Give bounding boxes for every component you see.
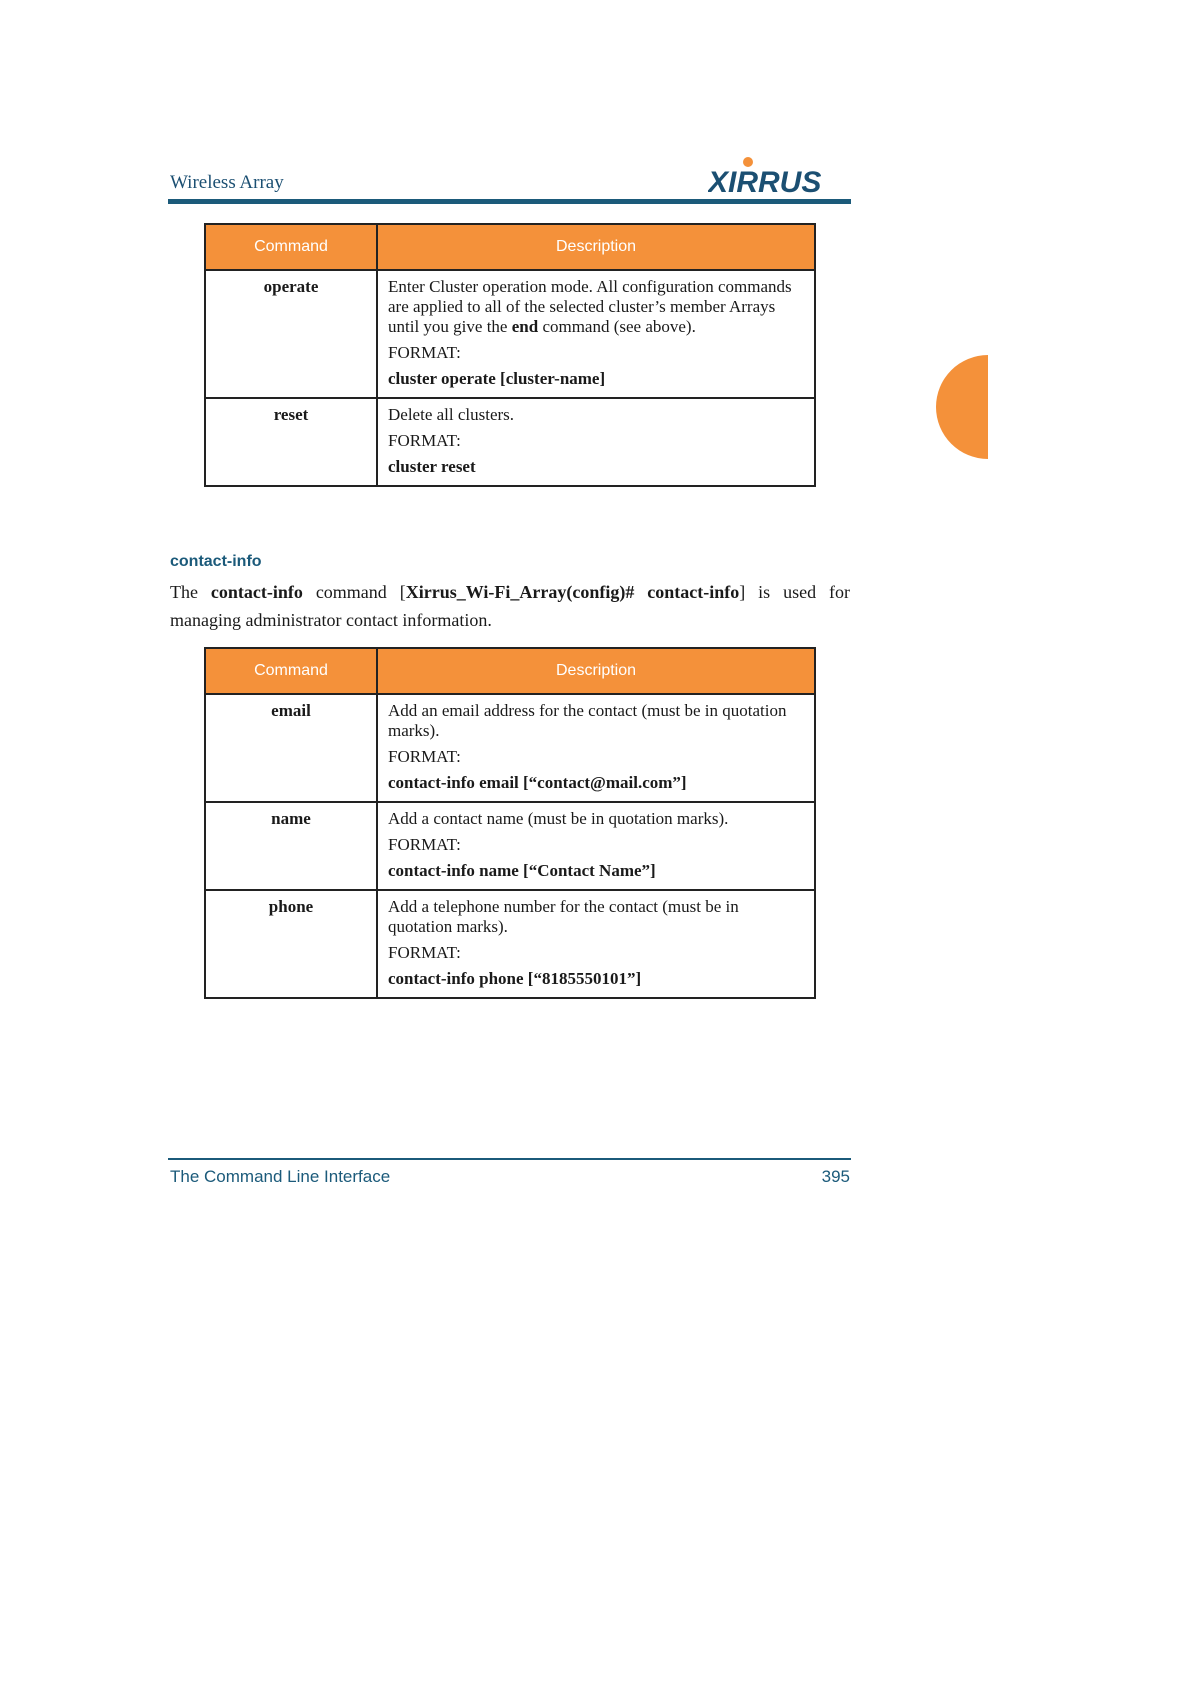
description-cell — [377, 270, 815, 398]
format-label: FORMAT: — [388, 431, 461, 450]
header-title: Wireless Array — [170, 172, 284, 193]
command-cell: name — [205, 802, 377, 890]
cluster-command-table — [204, 223, 816, 487]
column-header-description: Description — [377, 648, 815, 694]
chapter-tab-marker — [936, 355, 988, 459]
format-syntax: contact-info phone [“8185550101”] — [388, 969, 642, 988]
column-header-command: Command — [205, 224, 377, 270]
table-row — [205, 398, 815, 486]
contact-info-command-table — [204, 647, 816, 999]
format-label: FORMAT: — [388, 943, 461, 962]
format-syntax: cluster operate [cluster-name] — [388, 369, 606, 388]
description-text: Enter Cluster operation mode. All configuration commands are applied to all of the selected cluster’s member Arrays until you give the end command (see above). — [388, 277, 792, 336]
format-syntax: contact-info email [“contact@mail.com”] — [388, 773, 687, 792]
footer-section-name: The Command Line Interface — [170, 1167, 391, 1186]
description-text: Add a telephone number for the contact (must be in quotation marks). — [388, 897, 739, 936]
description-cell — [377, 802, 815, 890]
description-cell — [377, 890, 815, 998]
table-row — [205, 890, 815, 998]
footer-rule — [168, 1158, 851, 1160]
column-header-command: Command — [205, 648, 377, 694]
command-cell: email — [205, 694, 377, 802]
description-text: Add a contact name (must be in quotation marks). — [388, 809, 729, 828]
table-row — [205, 694, 815, 802]
command-cell: reset — [205, 398, 377, 486]
command-cell: operate — [205, 270, 377, 398]
table-header-row — [205, 648, 815, 694]
description-cell — [377, 398, 815, 486]
table-row — [205, 270, 815, 398]
xirrus-logo — [708, 156, 848, 196]
description-cell — [377, 694, 815, 802]
page-number: 395 — [821, 1167, 850, 1186]
table-row — [205, 802, 815, 890]
column-header-description: Description — [377, 224, 815, 270]
format-label: FORMAT: — [388, 343, 461, 362]
format-syntax: cluster reset — [388, 457, 476, 476]
format-syntax: contact-info name [“Contact Name”] — [388, 861, 656, 880]
header-rule — [168, 199, 851, 204]
svg-text:XIRRUS: XIRRUS — [708, 166, 822, 196]
description-text: Delete all clusters. — [388, 405, 515, 424]
description-text: Add an email address for the contact (must be in quotation marks). — [388, 701, 787, 740]
table-header-row — [205, 224, 815, 270]
format-label: FORMAT: — [388, 747, 461, 766]
format-label: FORMAT: — [388, 835, 461, 854]
section-title: contact-info — [170, 553, 262, 570]
command-cell: phone — [205, 890, 377, 998]
section-paragraph: The contact-info command [Xirrus_Wi-Fi_Array(config)# contact-info] is used for managing administrator contact information. — [170, 582, 850, 630]
